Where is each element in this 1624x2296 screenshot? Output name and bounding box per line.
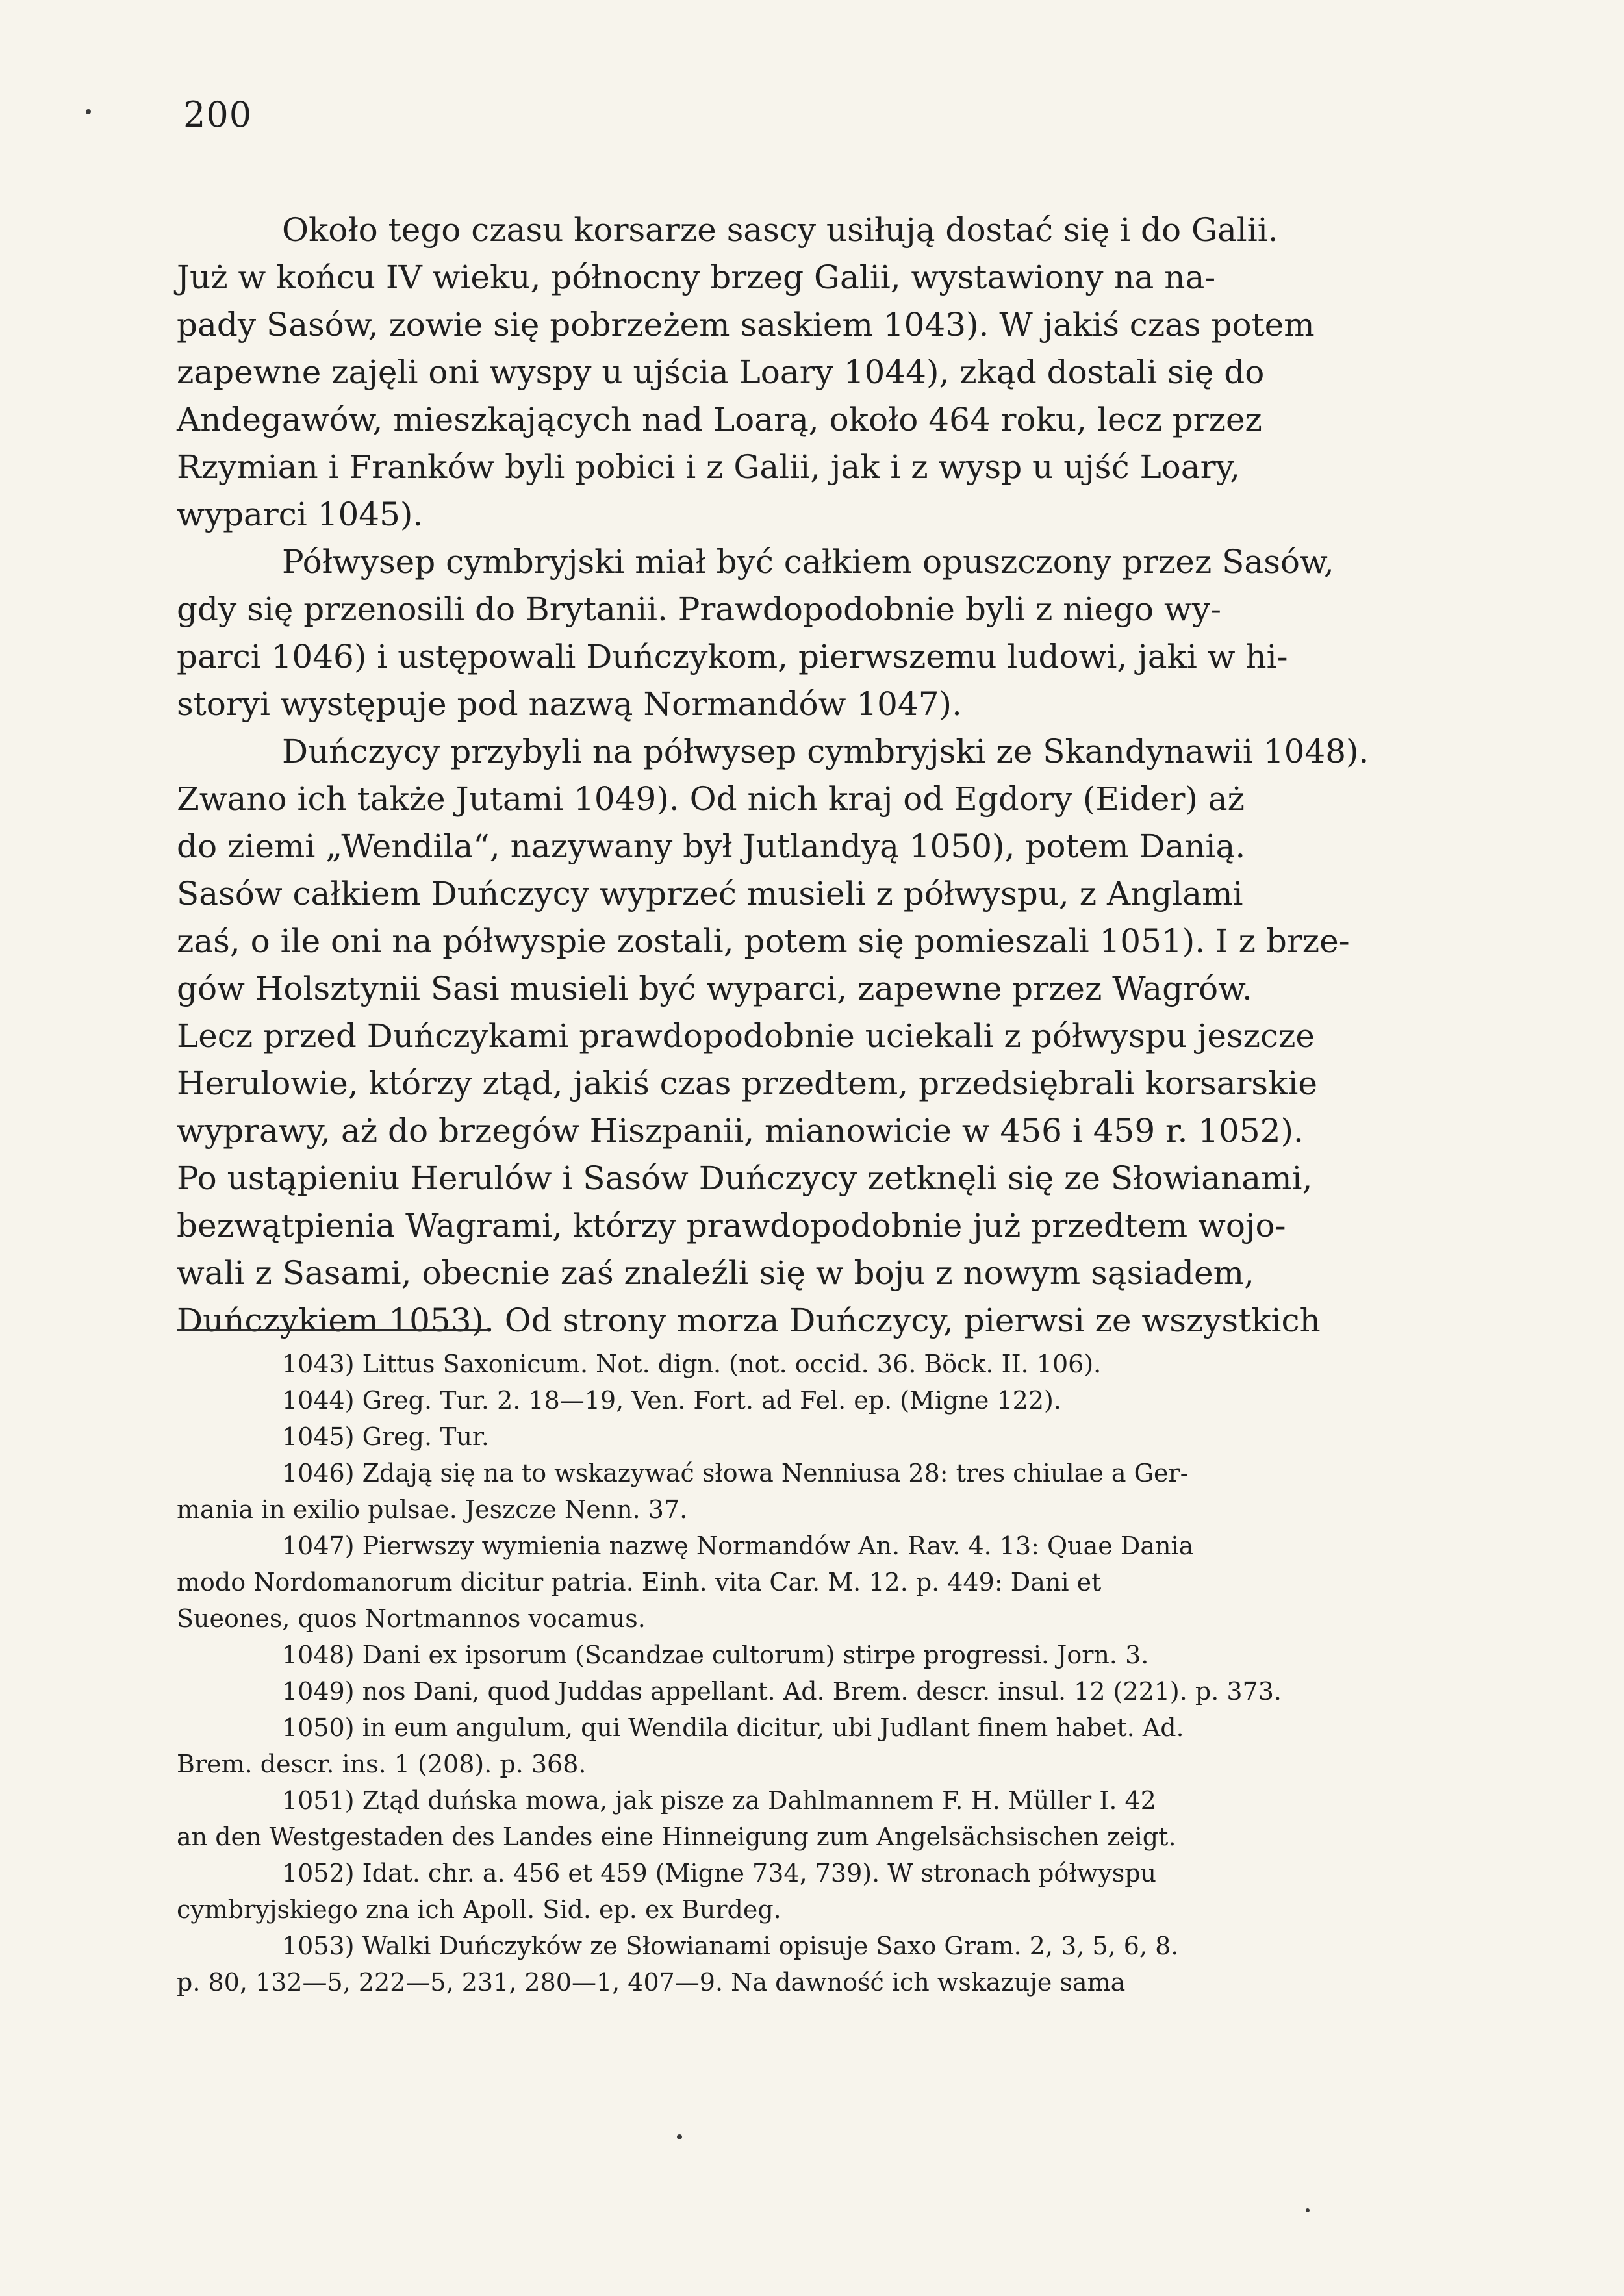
footnote-line: 1043) Littus Saxonicum. Not. dign. (not. occid. 36. Böck. II. 106). <box>282 1350 1102 1378</box>
main-text-line: Rzymian i Franków byli pobici i z Galii, jak i z wysp u ujść Loary, <box>177 448 1240 486</box>
main-text-line: pady Sasów, zowie się pobrzeżem saskiem 1043). W jakiś czas potem <box>177 306 1315 344</box>
main-text-block <box>177 207 1430 1344</box>
footnote-line: 1050) in eum angulum, qui Wendila dicitur, ubi Judlant finem habet. Ad. <box>282 1713 1184 1742</box>
footnote-line: 1052) Idat. chr. a. 456 et 459 (Migne 734, 739). W stronach półwyspu <box>282 1859 1156 1887</box>
footnote-line: 1047) Pierwszy wymienia nazwę Normandów An. Rav. 4. 13: Quae Dania <box>282 1532 1194 1560</box>
scan-speck <box>86 109 91 114</box>
main-text-line: Półwysep cymbryjski miał być całkiem opuszczony przez Sasów, <box>282 543 1334 581</box>
footnote-line: 1048) Dani ex ipsorum (Scandzae cultorum) stirpe progressi. Jorn. 3. <box>282 1641 1149 1669</box>
main-text-line: Herulowie, którzy ztąd, jakiś czas przedtem, przedsiębrali korsarskie <box>177 1065 1317 1102</box>
footnotes-block <box>177 1346 1430 2000</box>
main-text-line: Około tego czasu korsarze sascy usiłują dostać się i do Galii. <box>282 211 1278 249</box>
footnote-line: 1045) Greg. Tur. <box>282 1422 489 1451</box>
main-text-line: zaś, o ile oni na półwyspie zostali, potem się pomieszali 1051). I z brze- <box>177 922 1350 960</box>
footnote-line: an den Westgestaden des Landes eine Hinneigung zum Angelsächsischen zeigt. <box>177 1823 1176 1851</box>
main-text-line: wali z Sasami, obecnie zaś znaleźli się w boju z nowym sąsiadem, <box>177 1254 1254 1292</box>
footnote-line: cymbryjskiego zna ich Apoll. Sid. ep. ex Burdeg. <box>177 1895 781 1924</box>
main-text-line: Lecz przed Duńczykami prawdopodobnie uciekali z półwyspu jeszcze <box>177 1017 1315 1055</box>
main-text-line: wyprawy, aż do brzegów Hiszpanii, mianowicie w 456 i 459 r. 1052). <box>177 1112 1304 1150</box>
main-text-line: gów Holsztynii Sasi musieli być wyparci, zapewne przez Wagrów. <box>177 970 1252 1007</box>
scan-speck <box>1306 2208 1310 2212</box>
main-text-line: Duńczykiem 1053). Od strony morza Duńczycy, pierwsi ze wszystkich <box>177 1302 1321 1339</box>
footnote-line: 1044) Greg. Tur. 2. 18—19, Ven. Fort. ad Fel. ep. (Migne 122). <box>282 1386 1061 1415</box>
footnote-line: mania in exilio pulsae. Jeszcze Nenn. 37. <box>177 1495 688 1524</box>
main-text-line: do ziemi „Wendila“, nazywany był Jutlandyą 1050), potem Danią. <box>177 827 1246 865</box>
main-text-line: gdy się przenosili do Brytanii. Prawdopodobnie byli z niego wy- <box>177 590 1221 628</box>
main-text-line: wyparci 1045). <box>177 496 424 533</box>
footnote-line: p. 80, 132—5, 222—5, 231, 280—1, 407—9. Na dawność ich wskazuje sama <box>177 1968 1126 1997</box>
footnote-line: 1053) Walki Duńczyków ze Słowianami opisuje Saxo Gram. 2, 3, 5, 6, 8. <box>282 1932 1179 1960</box>
main-text-line: Duńczycy przybyli na półwysep cymbryjski ze Skandynawii 1048). <box>282 733 1369 770</box>
main-text-line: storyi występuje pod nazwą Normandów 1047). <box>177 685 962 723</box>
main-text-line: Andegawów, mieszkających nad Loarą, około 464 roku, lecz przez <box>177 401 1262 438</box>
main-text-line: Zwano ich także Jutami 1049). Od nich kraj od Egdory (Eider) aż <box>177 780 1245 818</box>
main-text-line: zapewne zajęli oni wyspy u ujścia Loary 1044), zkąd dostali się do <box>177 353 1265 391</box>
main-text-line: Sasów całkiem Duńczycy wyprzeć musieli z półwyspu, z Anglami <box>177 875 1243 913</box>
footnote-divider <box>177 1329 488 1331</box>
page-number: 200 <box>183 94 253 135</box>
footnote-line: 1046) Zdają się na to wskazywać słowa Nenniusa 28: tres chiulae a Ger- <box>282 1459 1189 1487</box>
main-text-line: parci 1046) i ustępowali Duńczykom, pierwszemu ludowi, jaki w hi- <box>177 638 1288 675</box>
main-text-line: Po ustąpieniu Herulów i Sasów Duńczycy zetknęli się ze Słowianami, <box>177 1159 1313 1197</box>
footnote-line: 1049) nos Dani, quod Juddas appellant. Ad. Brem. descr. insul. 12 (221). p. 373. <box>282 1677 1282 1706</box>
scan-speck <box>677 2134 682 2139</box>
footnote-line: modo Nordomanorum dicitur patria. Einh. vita Car. M. 12. p. 449: Dani et <box>177 1568 1102 1596</box>
footnote-line: 1051) Ztąd duńska mowa, jak pisze za Dahlmannem F. H. Müller I. 42 <box>282 1786 1156 1815</box>
footnote-line: Brem. descr. ins. 1 (208). p. 368. <box>177 1750 587 1778</box>
main-text-line: bezwątpienia Wagrami, którzy prawdopodobnie już przedtem wojo- <box>177 1207 1286 1244</box>
footnote-line: Sueones, quos Nortmannos vocamus. <box>177 1604 646 1633</box>
main-text-line: Już w końcu IV wieku, północny brzeg Galii, wystawiony na na- <box>177 259 1216 296</box>
